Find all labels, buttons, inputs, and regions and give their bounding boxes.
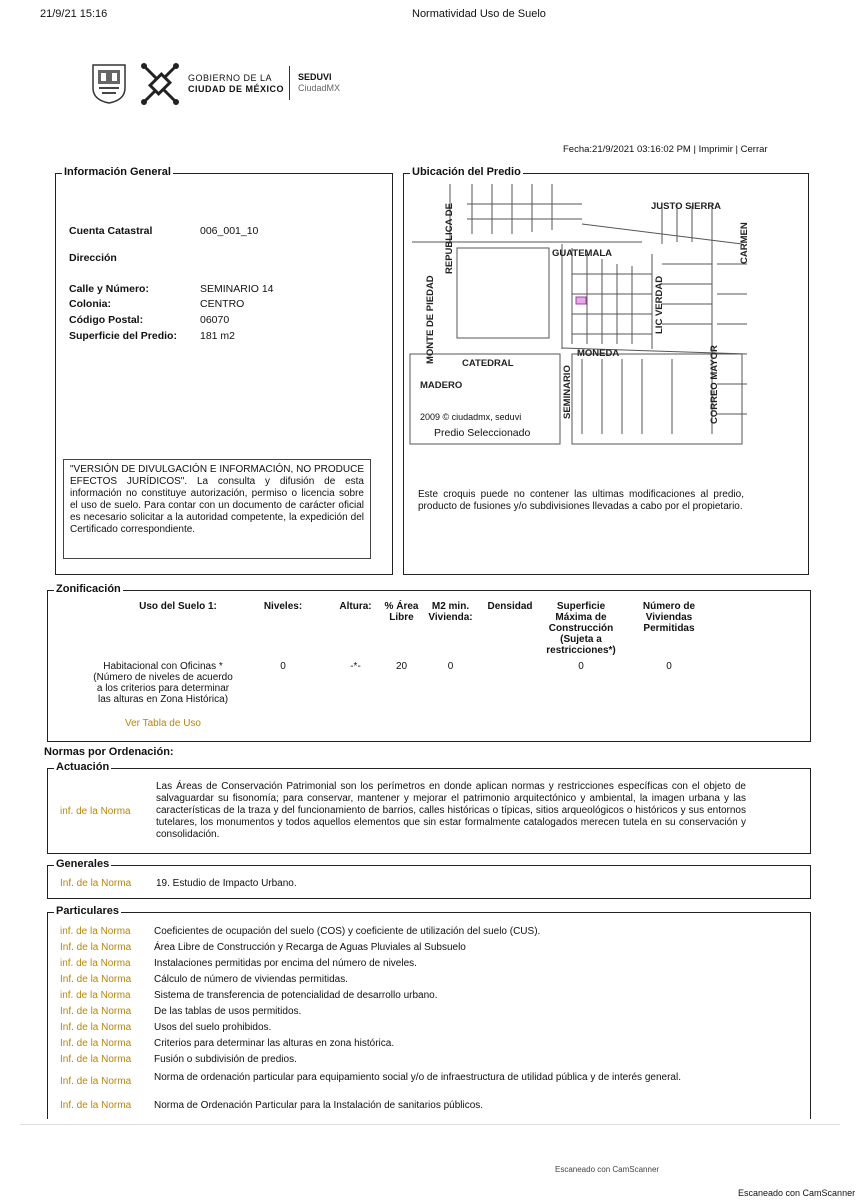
norma-link[interactable]: Inf. de la Norma bbox=[60, 1006, 132, 1017]
dept-logo bbox=[298, 72, 340, 94]
norma-text: Sistema de transferencia de potencialidad de desarrollo urbano. bbox=[154, 990, 438, 1001]
norma-link[interactable]: Inf. de la Norma bbox=[60, 1054, 132, 1065]
fecha: Fecha:21/9/2021 03:16:02 PM bbox=[563, 144, 691, 155]
cp-label: Código Postal: bbox=[69, 314, 144, 326]
actuacion-panel bbox=[47, 761, 811, 854]
norma-text: Fusión o subdivisión de predios. bbox=[154, 1054, 297, 1065]
street-correo-mayor: CORREO MAYOR bbox=[709, 345, 720, 424]
top-bar bbox=[563, 144, 768, 155]
header-uso: Uso del Suelo 1: bbox=[139, 601, 217, 612]
cdmx-logo-icon bbox=[138, 60, 182, 108]
generales-text: 19. Estudio de Impacto Urbano. bbox=[156, 878, 297, 889]
dept-sub: CiudadMX bbox=[298, 83, 341, 93]
norma-text: Instalaciones permitidas por encima del número de niveles. bbox=[154, 958, 417, 969]
norma-text: Coeficientes de ocupación del suelo (COS) y coeficiente de utilización del suelo (CUS). bbox=[154, 926, 541, 937]
norma-text: Área Libre de Construcción y Recarga de Aguas Pluviales al Subsuelo bbox=[154, 942, 466, 953]
norma-text: Usos del suelo prohibidos. bbox=[154, 1022, 272, 1033]
header-altura: Altura: bbox=[339, 601, 372, 612]
norma-text: Criterios para determinar las alturas en zona histórica. bbox=[154, 1038, 395, 1049]
map-caption: Predio Seleccionado bbox=[434, 427, 531, 439]
info-general-legend: Información General bbox=[64, 166, 171, 178]
logo-line-1: GOBIERNO DE LA bbox=[188, 73, 273, 83]
zonificacion-panel bbox=[47, 583, 811, 742]
scanner-mark-small: Escaneado con CamScanner bbox=[555, 1165, 660, 1174]
cp-value: 06070 bbox=[200, 314, 230, 326]
imprimir-link[interactable]: Imprimir bbox=[698, 144, 733, 155]
actuacion-legend: Actuación bbox=[56, 761, 110, 773]
generales-panel bbox=[47, 858, 811, 899]
row-superficie: 0 bbox=[578, 661, 584, 672]
separator: | bbox=[693, 144, 696, 155]
street-moneda: MONEDA bbox=[577, 348, 620, 359]
norma-text: Norma de Ordenación Particular para la Instalación de sanitarios públicos. bbox=[154, 1100, 484, 1111]
normas-title: Normas por Ordenación: bbox=[44, 746, 174, 758]
cerrar-link[interactable]: Cerrar bbox=[740, 144, 768, 155]
street-madero: MADERO bbox=[420, 380, 463, 391]
row-area-libre: 20 bbox=[395, 661, 408, 672]
actuacion-link[interactable]: inf. de la Norma bbox=[60, 806, 131, 817]
colonia-value: CENTRO bbox=[200, 298, 245, 310]
row-uso: Habitacional con Oficinas * (Número de niveles de acuerdo a los criterios para determinar las alturas en Zona Histórica) bbox=[93, 661, 233, 705]
street-republica: REPUBLICA DE bbox=[444, 203, 455, 274]
norma-text: Norma de ordenación particular para equipamiento social y/o de infraestructura de utilidad pública y de interés general. bbox=[154, 1072, 681, 1083]
norma-link[interactable]: Inf. de la Norma bbox=[60, 1100, 132, 1111]
ubicacion-panel bbox=[403, 166, 809, 575]
header-numero: Número de Viviendas Permitidas bbox=[642, 601, 696, 634]
superficie-value: 181 m2 bbox=[200, 330, 236, 342]
print-datetime: 21/9/21 15:16 bbox=[40, 8, 108, 20]
actuacion-text: Las Áreas de Conservación Patrimonial son los perímetros en donde aplican normas y restricciones específicas con el objeto de salvaguardar su fisonomía; para conservar, mantener y mejorar el patrimonio arquitectónico y ambiental, la imagen urbana y las características de la traza y del funcionamiento de barrios, calles históricas o típicas, sitios arqueológicos o históricos y sus entornos tutelares, los monumentos y todos aquellos elementos que sin estar formalmente catalogados merecen tutela en su conservación y consolidación. bbox=[156, 781, 746, 840]
header-superficie: Superficie Máxima de Construcción (Sujeta a restricciones*) bbox=[546, 601, 616, 656]
direccion-label: Dirección bbox=[69, 252, 117, 264]
norma-link[interactable]: Inf. de la Norma bbox=[60, 974, 132, 985]
norma-link[interactable]: Inf. de la Norma bbox=[60, 1076, 132, 1087]
superficie-label: Superficie del Predio: bbox=[69, 330, 177, 342]
street-monte-piedad: MONTE DE PIEDAD bbox=[425, 275, 436, 364]
norma-link[interactable]: Inf. de la Norma bbox=[60, 942, 132, 953]
disclaimer-text: La consulta y difusión de esta información no constituye autorización, permiso o licencia sobre el uso de suelo. Para contar con un documento de carácter oficial es necesario solicitar a la autoridad competente, la expedición del Certificado correspondiente. bbox=[70, 476, 364, 535]
norma-text: Cálculo de número de viviendas permitidas. bbox=[154, 974, 348, 985]
logo-line-2: CIUDAD DE MÉXICO bbox=[188, 84, 285, 94]
cuenta-label: Cuenta Catastral bbox=[69, 225, 153, 237]
row-altura: -*- bbox=[350, 661, 361, 672]
street-lic-verdad: LIC VERDAD bbox=[654, 275, 665, 334]
street-justo-sierra: JUSTO SIERRA bbox=[651, 201, 722, 212]
header-niveles: Niveles: bbox=[263, 601, 303, 612]
particulares-legend: Particulares bbox=[56, 905, 119, 917]
generales-link[interactable]: Inf. de la Norma bbox=[60, 878, 132, 889]
row-niveles: 0 bbox=[280, 661, 286, 672]
header-densidad: Densidad bbox=[487, 601, 533, 612]
separator: | bbox=[735, 144, 738, 155]
print-title: Normatividad Uso de Suelo bbox=[412, 8, 546, 20]
header-m2-min: M2 min. Vivienda: bbox=[428, 601, 473, 623]
dept-name: SEDUVI bbox=[298, 72, 332, 82]
location-map[interactable] bbox=[412, 184, 750, 430]
ubicacion-legend: Ubicación del Predio bbox=[412, 166, 521, 178]
ver-tabla-uso-link[interactable]: Ver Tabla de Uso bbox=[125, 718, 201, 729]
zonificacion-legend: Zonificación bbox=[56, 583, 121, 595]
header-area-libre: % Área Libre bbox=[384, 601, 419, 623]
row-m2-min: 0 bbox=[447, 661, 454, 672]
calle-label: Calle y Número: bbox=[69, 283, 149, 295]
norma-link[interactable]: inf. de la Norma bbox=[60, 926, 131, 937]
norma-link[interactable]: inf. de la Norma bbox=[60, 990, 131, 1001]
street-seminario: SEMINARIO bbox=[562, 365, 573, 419]
row-numero: 0 bbox=[666, 661, 672, 672]
map-drawing bbox=[412, 184, 747, 430]
norma-text: De las tablas de usos permitidos. bbox=[154, 1006, 302, 1017]
norma-link[interactable]: Inf. de la Norma bbox=[60, 1022, 132, 1033]
scanner-mark-large: Escaneado con CamScanner bbox=[738, 1188, 856, 1198]
disclaimer-title: "VERSIÓN DE DIVULGACIÓN E INFORMACIÓN, NO PRODUCE EFECTOS JURÍDICOS". bbox=[70, 464, 364, 487]
street-guatemala: GUATEMALA bbox=[552, 248, 612, 259]
coat-of-arms-icon bbox=[90, 62, 128, 104]
divider bbox=[20, 1124, 840, 1125]
street-carmen: CARMEN bbox=[739, 222, 750, 264]
norma-link[interactable]: inf. de la Norma bbox=[60, 958, 131, 969]
disclaimer-box bbox=[63, 459, 371, 559]
logo-text bbox=[188, 73, 284, 95]
map-note: Este croquis puede no contener las ultimas modificaciones al predio, producto de fusiones y/o subdivisiones llevadas a cabo por el propietario. bbox=[418, 489, 744, 512]
map-copyright: 2009 © ciudadmx, seduvi bbox=[420, 412, 522, 422]
info-general-panel bbox=[55, 166, 393, 575]
calle-value: SEMINARIO 14 bbox=[200, 283, 274, 295]
generales-legend: Generales bbox=[56, 858, 110, 870]
colonia-label: Colonia: bbox=[69, 298, 111, 310]
street-catedral: CATEDRAL bbox=[462, 358, 514, 369]
logo-divider bbox=[289, 66, 290, 100]
cuenta-value: 006_001_10 bbox=[200, 225, 259, 237]
norma-link[interactable]: Inf. de la Norma bbox=[60, 1038, 132, 1049]
